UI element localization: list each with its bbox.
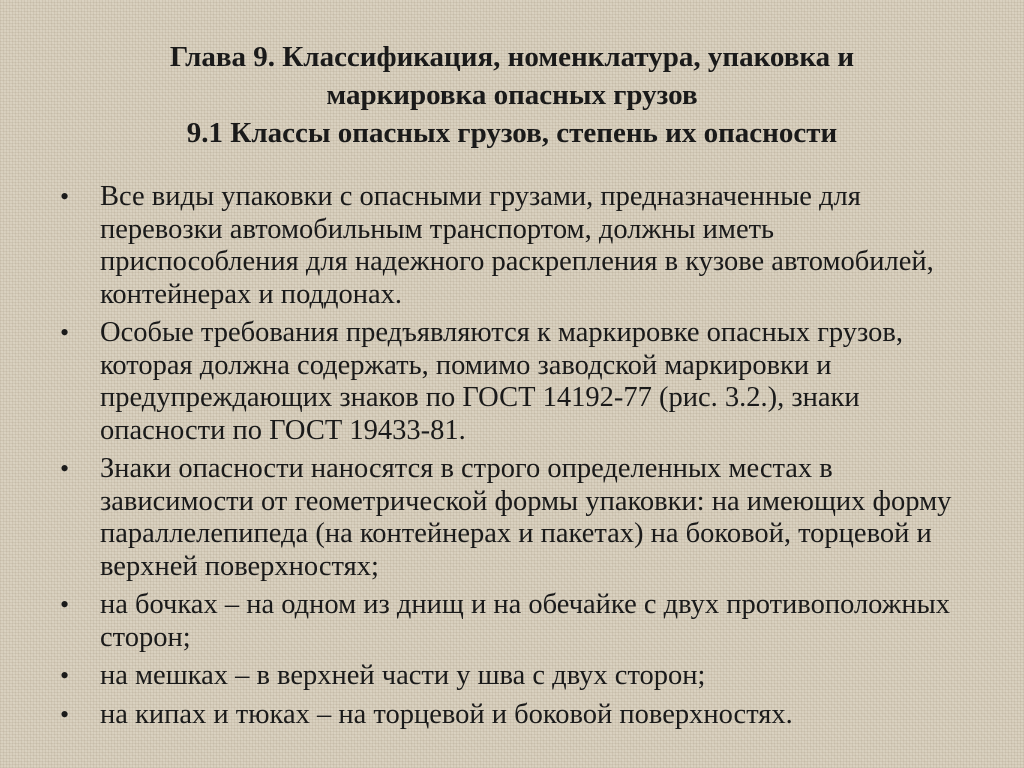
bullet-dot: • <box>60 454 70 483</box>
bullet-item <box>58 453 968 583</box>
bullet-item <box>58 660 968 693</box>
bullet-text: на мешках – в верхней части у шва с двух сторон; <box>100 660 706 691</box>
bullet-text: Знаки опасности наносятся в строго определенных местах в зависимости от геометрической формы упаковки: на имеющих форму параллелепипеда (на контейнерах и пакетах) на боковой, торцевой и верхней поверхностях; <box>100 453 952 582</box>
bullet-text: Особые требования предъявляются к маркировке опасных грузов, которая должна содержать, помимо заводской маркировки и предупреждающих знаков по ГОСТ 14192-77 (рис. 3.2.), знаки опасности по ГОСТ 19433-81. <box>100 317 903 446</box>
bullet-dot: • <box>60 182 70 211</box>
bullet-text: на бочках – на одном из днищ и на обечайке с двух противоположных сторон; <box>100 589 951 653</box>
bullet-item <box>58 699 968 732</box>
bullet-dot: • <box>60 661 70 690</box>
bullet-dot: • <box>60 699 70 729</box>
title-line-1: Глава 9. Классификация, номенклатура, упаковка и <box>169 41 855 73</box>
bullet-item <box>58 589 968 654</box>
slide-title <box>60 38 964 152</box>
bullet-text: на кипах и тюках – на торцевой и боковой поверхностях. <box>100 698 793 730</box>
title-line-3: 9.1 Классы опасных грузов, степень их опасности <box>186 117 838 149</box>
bullet-list <box>58 181 968 737</box>
bullet-item <box>58 317 968 447</box>
bullet-item <box>58 181 968 311</box>
bullet-text: Все виды упаковки с опасными грузами, предназначенные для перевозки автомобильным транспортом, должны иметь приспособления для надежного раскрепления в кузове автомобилей, контейнерах и поддонах. <box>100 181 934 310</box>
bullet-dot: • <box>60 590 70 619</box>
bullet-dot: • <box>60 318 70 347</box>
title-line-2: маркировка опасных грузов <box>326 79 698 111</box>
